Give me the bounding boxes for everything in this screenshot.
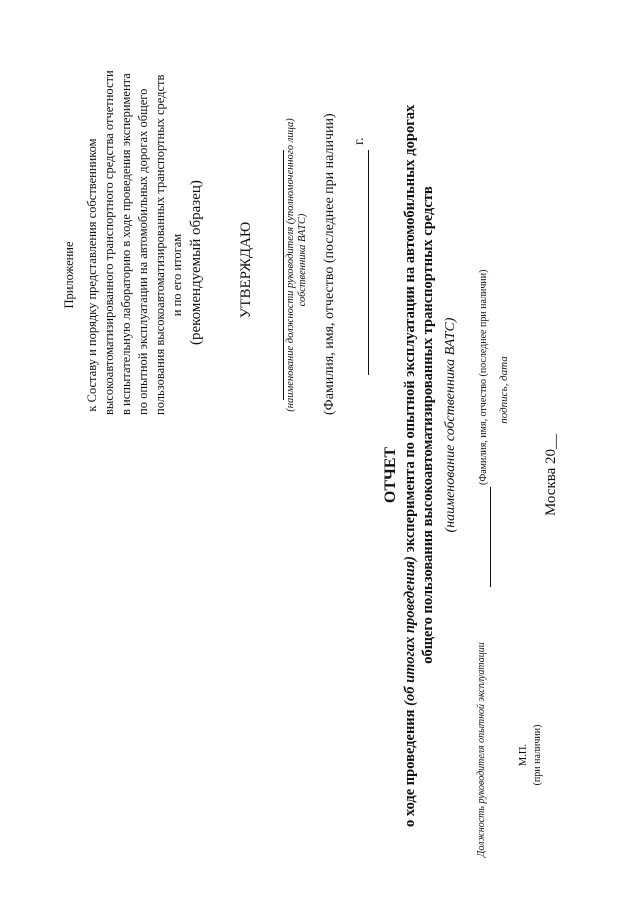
owner-caption: (наименование собственника ВАТС) [443,317,458,533]
approval-name-caption: (Фамилия, имя, отчество (последнее при наличии) [322,113,337,415]
subtitle-suffix: эксперимента по опытной эксплуатации на автомобильных дорогах [402,104,418,557]
subtitle-prefix: о ходе проведения [402,705,418,827]
date-line [368,150,369,375]
appendix-line: к Составу и порядку представления собственником [85,138,99,412]
signature-name-caption: (Фамилия, имя, отчество (последнее при наличии) [478,269,489,485]
appendix-line: в испытательную лабораторию в ходе проведения эксперимента [119,73,133,415]
appendix-line: пользования высокоавтоматизированных транспортных средств [153,74,167,415]
report-subtitle-line-2: общего пользования высокоавтоматизированных транспортных средств [420,186,436,664]
stamp-note: (при наличии) [532,724,543,786]
report-title: ОТЧЕТ [382,446,399,504]
year-suffix: г. [352,137,367,145]
report-subtitle [402,105,419,827]
position-caption-2: собственника ВАТС) [297,213,308,307]
signature-sign-caption: подпись, дата [498,356,510,424]
subtitle-italic: (об итогах проведения) [402,556,418,706]
appendix-line: и по его итогам [170,233,184,317]
signature-line [490,487,491,587]
stamp-label: М.П. [518,743,529,767]
position-caption: (наименование должности руководителя (уполномоченного лица) [285,118,296,412]
footer-city-year: Москва 20__ [543,433,559,517]
appendix-line: высокоавтоматизированного транспортного средства отчетности [102,70,116,415]
appendix-line: по опытной эксплуатации на автомобильных дорогах общего [136,88,150,415]
signature-role: Должность руководителя опытной эксплуатации [476,642,487,857]
position-line [283,150,284,400]
sample-note: (рекомендуемый образец) [188,180,204,345]
appendix-title: Приложение [62,241,76,309]
approval-heading: УТВЕРЖДАЮ [238,221,254,319]
